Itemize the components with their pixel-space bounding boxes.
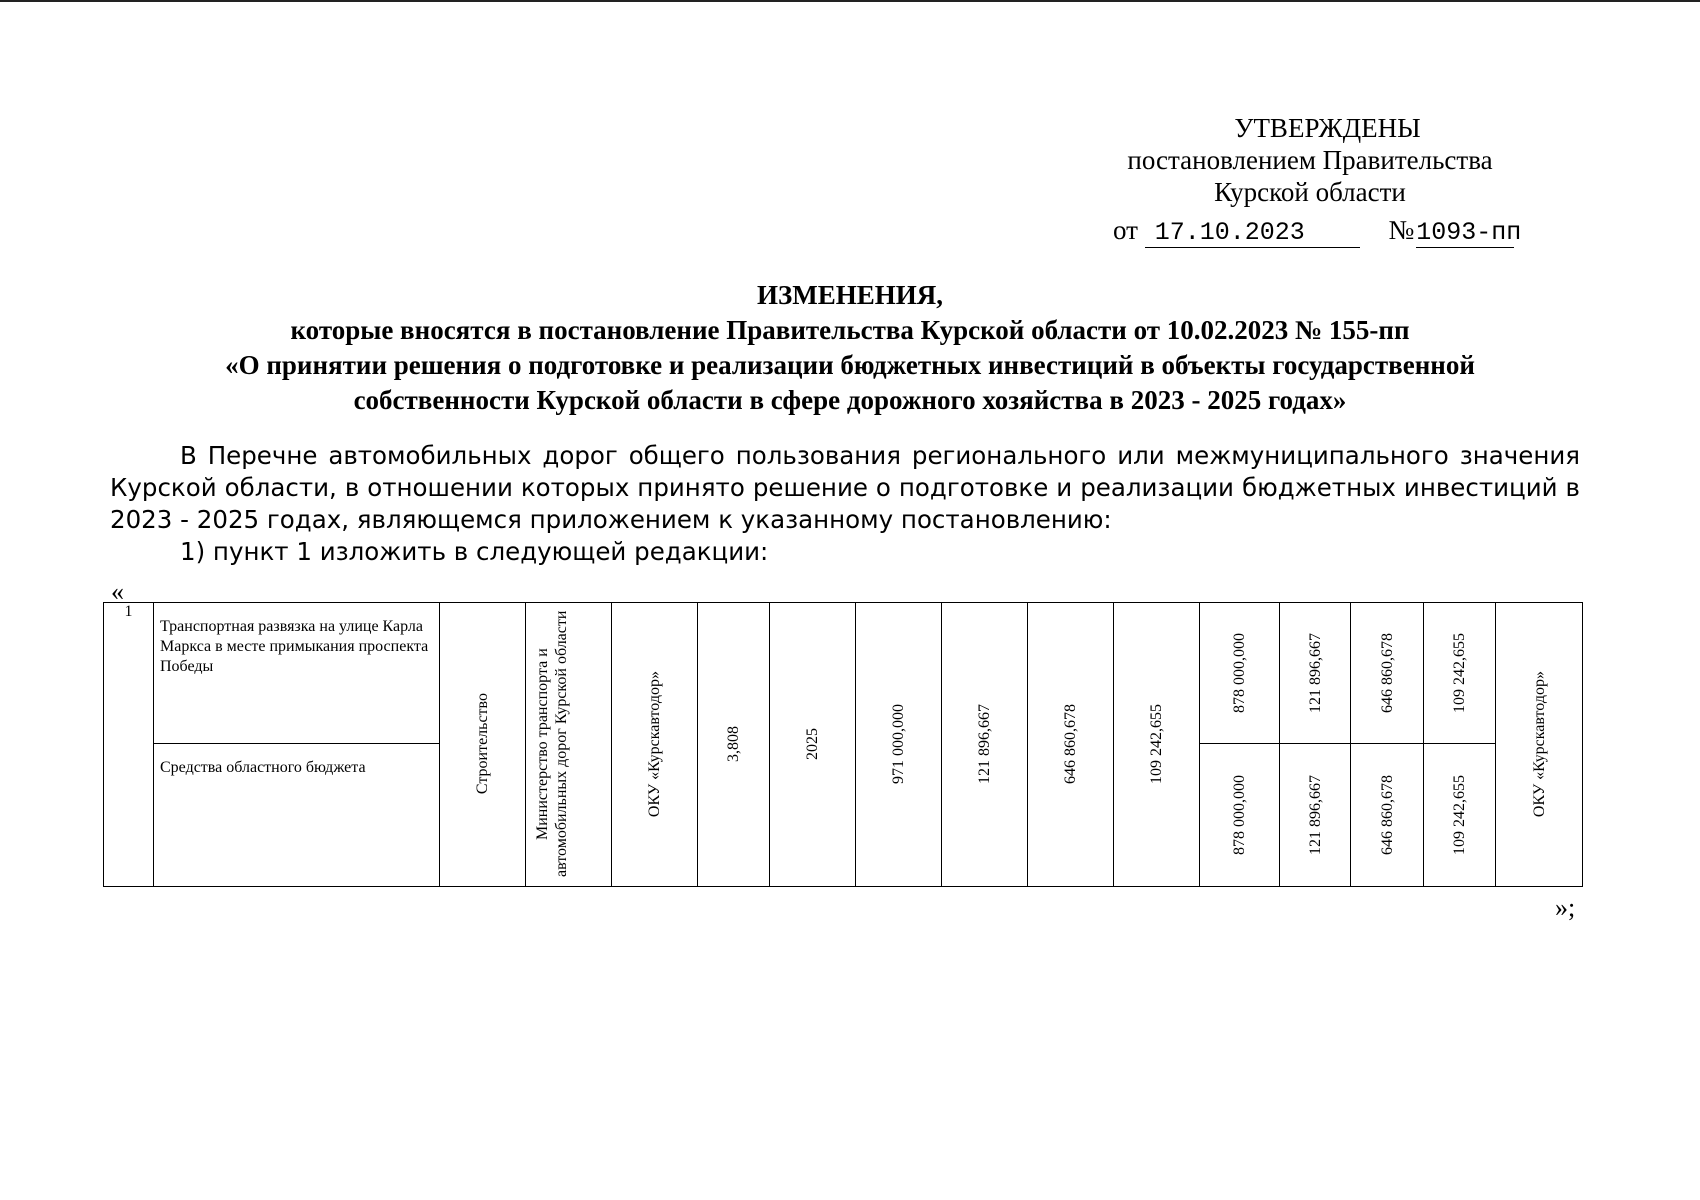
value-a-cell <box>1028 603 1114 887</box>
year-cell <box>770 603 856 887</box>
year: 2025 <box>804 728 821 760</box>
title-line-2: которые вносятся в постановление Правительства Курской области от 10.02.2023 № 155-пп <box>290 315 1410 345</box>
approval-heading: УТВЕРЖДЕНЫ <box>1234 113 1421 143</box>
value-a: 646 860,678 <box>1062 704 1079 784</box>
object-name: Транспортная развязка на улице Карла Маркса в месте примыкания проспекта Победы <box>160 618 429 675</box>
y2023-lower: 121 896,667 <box>1306 775 1324 855</box>
y2024-upper: 646 860,678 <box>1378 633 1396 713</box>
body-paragraph: В Перечне автомобильных дорог общего пользования регионального или межмуниципального значения Курской области, в отношении которых принято решение о подготовке и реализации бюджетных инвестиций в 2023 - 2025 годах, являющемся приложением к указанному постановлению: <box>110 441 1580 534</box>
y2025-lower-cell <box>1424 744 1496 887</box>
approval-line-3: Курской области <box>1214 177 1406 207</box>
customer: ОКУ «Курскавтодор» <box>646 670 663 818</box>
estimated-cost: 971 000,000 <box>890 704 907 784</box>
approval-stamp <box>1100 112 1520 208</box>
value-b-cell <box>1114 603 1200 887</box>
y2024-upper-cell <box>1351 603 1424 744</box>
customer-cell <box>612 603 698 887</box>
approval-date-line <box>1113 215 1522 248</box>
body-item-1: 1) пункт 1 изложить в следующей редакции: <box>180 537 769 566</box>
funding-source: Средства областного бюджета <box>160 759 366 776</box>
funding-source-cell <box>154 744 440 887</box>
y2025-lower: 109 242,655 <box>1451 775 1468 855</box>
value-b: 109 242,655 <box>1148 704 1165 784</box>
title-line-3: «О принятии решения о подготовке и реализации бюджетных инвестиций в объекты государственной <box>225 350 1475 380</box>
length-cell <box>698 603 770 887</box>
y2025-upper: 109 242,655 <box>1451 633 1468 713</box>
from-label: от <box>1113 215 1138 245</box>
y2024-lower-cell <box>1351 744 1424 887</box>
quote-close: »; <box>1555 893 1576 922</box>
row-number: 1 <box>104 603 154 887</box>
decree-number: 1093-пп <box>1416 218 1522 247</box>
y2024-lower: 646 860,678 <box>1378 775 1396 855</box>
work-type: Строительство <box>474 693 491 795</box>
total-lower-cell <box>1200 744 1280 887</box>
developer-cell <box>1496 603 1583 887</box>
document-title <box>100 278 1600 418</box>
approval-line-2: постановлением Правительства <box>1127 145 1493 175</box>
y2023-upper: 121 896,667 <box>1306 633 1324 713</box>
ministry-cell <box>526 603 612 887</box>
roads-table <box>103 602 1583 887</box>
total-upper-cell <box>1200 603 1280 744</box>
y2025-upper-cell <box>1424 603 1496 744</box>
spent-before-cell <box>942 603 1028 887</box>
length: 3,808 <box>725 726 742 762</box>
total-lower: 878 000,000 <box>1231 775 1248 855</box>
spent-before: 121 896,667 <box>976 704 993 784</box>
table-row <box>104 603 1583 744</box>
ministry: Министерство транспорта и автомобильных дорог Курской области <box>533 610 570 878</box>
work-type-cell <box>440 603 526 887</box>
title-line-4: собственности Курской области в сфере дорожного хозяйства в 2023 - 2025 годах» <box>353 385 1347 415</box>
object-name-cell <box>154 603 440 744</box>
title-line-1: ИЗМЕНЕНИЯ, <box>756 280 943 310</box>
scan-top-edge <box>0 0 1700 2</box>
developer: ОКУ «Курскавтодор» <box>1530 670 1548 818</box>
estimated-cost-cell <box>856 603 942 887</box>
document-body <box>110 440 1580 568</box>
decree-date: 17.10.2023 <box>1145 218 1360 248</box>
total-upper: 878 000,000 <box>1231 633 1248 713</box>
number-sign: № <box>1388 215 1415 245</box>
quote-open: « <box>111 577 124 606</box>
y2023-lower-cell <box>1280 744 1351 887</box>
y2023-upper-cell <box>1280 603 1351 744</box>
